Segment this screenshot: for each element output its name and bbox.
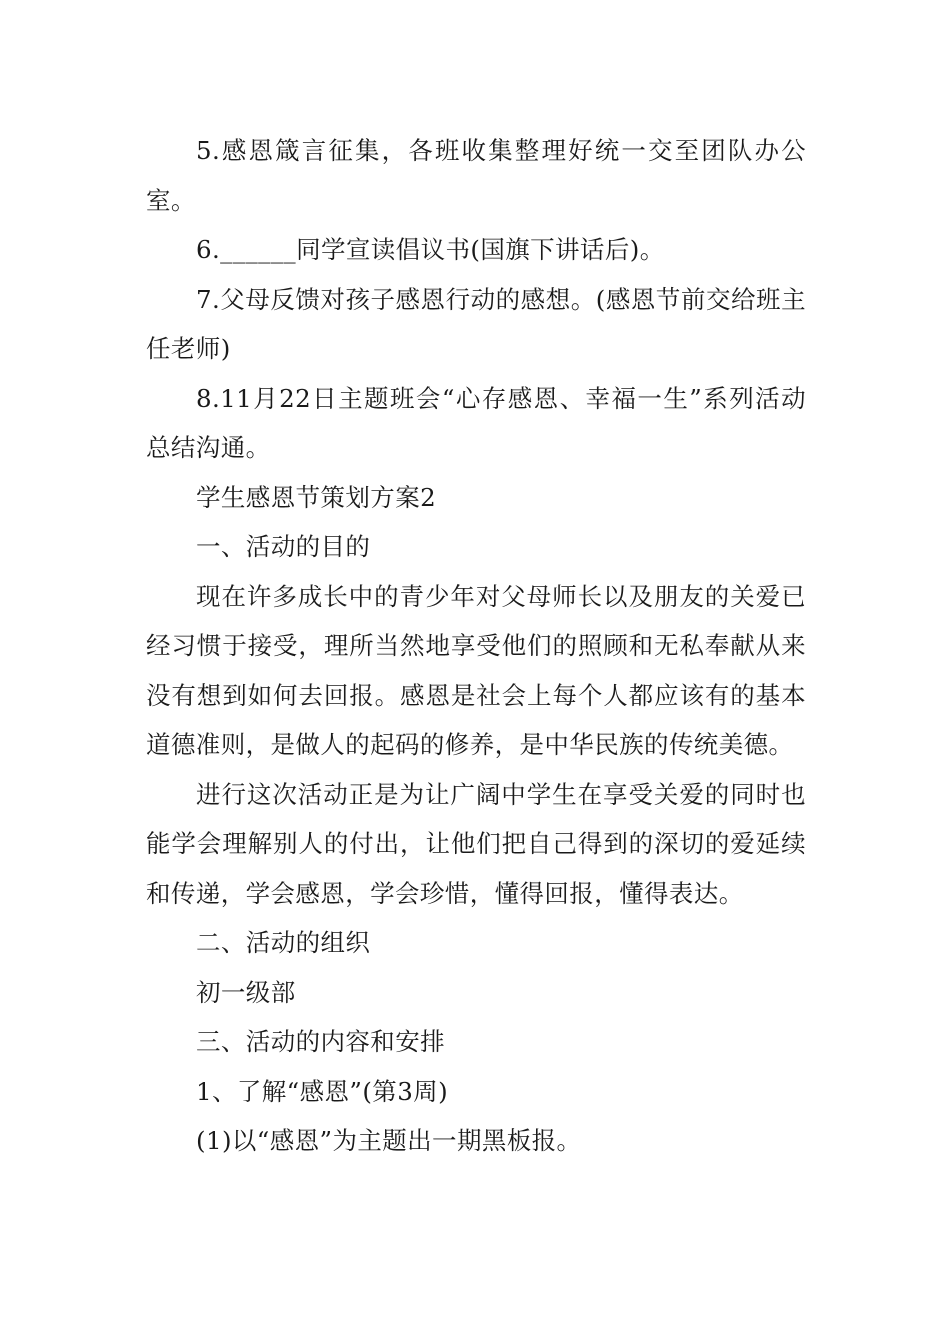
- paragraph-item-5: 5.感恩箴言征集，各班收集整理好统一交至团队办公室。: [146, 136, 806, 215]
- paragraph-item-7: 7.父母反馈对孩子感恩行动的感想。(感恩节前交给班主任老师): [146, 284, 806, 363]
- heading-organization: 二、活动的组织: [196, 928, 371, 957]
- paragraph-item-8: 8.11月22日主题班会“心存感恩、幸福一生”系列活动总结沟通。: [146, 383, 806, 462]
- subheading-understand: 1、了解“感恩”(第3周): [196, 1076, 449, 1106]
- heading-content: 三、活动的内容和安排: [196, 1027, 445, 1056]
- paragraph-item-6: 6.______同学宣读倡议书(国旗下讲话后)。: [196, 235, 665, 264]
- section-title: 学生感恩节策划方案2: [196, 482, 437, 512]
- document-body: [146, 126, 806, 1166]
- paragraph-purpose-1: 现在许多成长中的青少年对父母师长以及朋友的关爱已经习惯于接受，理所当然地享受他们的照顾和无私奉献从来没有想到如何去回报。感恩是社会上每个人都应该有的基本道德准则，是做人的起码的修养，是中华民族的传统美德。: [146, 581, 806, 759]
- paragraph-blackboard: (1)以“感恩”为主题出一期黑板报。: [196, 1126, 582, 1155]
- heading-purpose: 一、活动的目的: [196, 532, 371, 561]
- paragraph-purpose-2: 进行这次活动正是为让广阔中学生在享受关爱的同时也能学会理解别人的付出，让他们把自己得到的深切的爱延续和传递，学会感恩，学会珍惜，懂得回报，懂得表达。: [146, 779, 806, 908]
- paragraph-organization: 初一级部: [196, 977, 296, 1007]
